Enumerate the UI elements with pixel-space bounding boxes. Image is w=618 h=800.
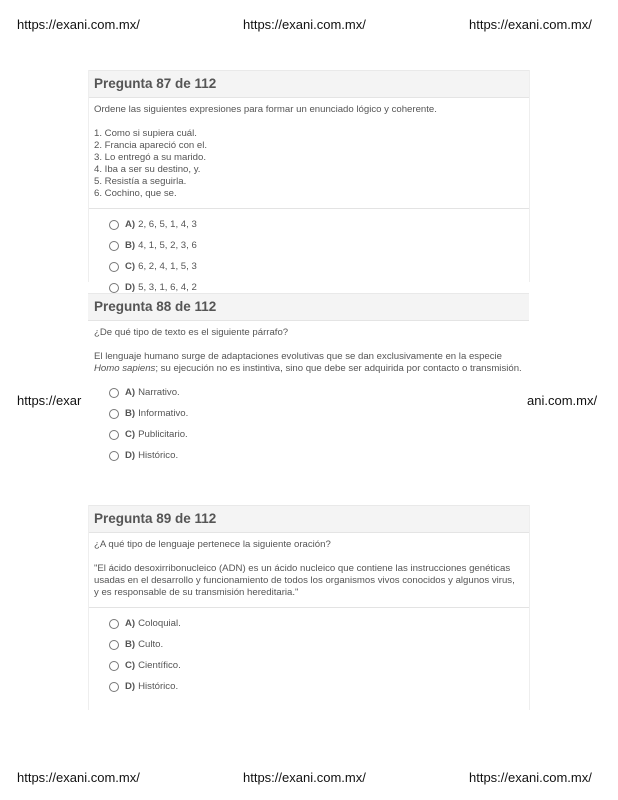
answer-option-a[interactable] (109, 214, 529, 235)
list-item: 5. Resistía a seguirla. (94, 176, 187, 187)
radio-button[interactable] (109, 661, 119, 671)
option-letter: C) (125, 261, 136, 272)
question-card (88, 505, 529, 697)
option-text: 6, 2, 4, 1, 5, 3 (138, 261, 197, 272)
radio-button[interactable] (109, 430, 119, 440)
answer-option-c[interactable] (109, 256, 529, 277)
option-text: Científico. (138, 660, 181, 671)
radio-button[interactable] (109, 409, 119, 419)
radio-button[interactable] (109, 388, 119, 398)
question-card (88, 70, 529, 298)
answer-option-d[interactable] (109, 445, 529, 466)
option-letter: C) (125, 660, 136, 671)
answer-option-b[interactable] (109, 403, 529, 424)
radio-button[interactable] (109, 682, 119, 692)
answer-option-c[interactable] (109, 424, 529, 445)
option-letter: A) (125, 618, 136, 629)
option-letter: D) (125, 282, 136, 293)
radio-button[interactable] (109, 283, 119, 293)
question-passage: "El ácido desoxirribonucleico (ADN) es un ácido nucleico que contiene las instrucciones genéticas usadas en el desarrollo y funcionamiento de todos los organismos vivos conocidos y algunos virus, y es responsable de su transmisión hereditaria." (94, 563, 515, 598)
list-item: 4. Iba a ser su destino, y. (94, 164, 201, 175)
option-letter: D) (125, 681, 136, 692)
watermark-url: https://exani.com.mx/ (243, 17, 366, 32)
panel-edge (529, 70, 530, 282)
option-letter: D) (125, 450, 136, 461)
watermark-url: https://exani.com.mx/ (17, 770, 140, 785)
option-letter: B) (125, 639, 136, 650)
radio-button[interactable] (109, 220, 119, 230)
question-prompt: ¿A qué tipo de lenguaje pertenece la siguiente oración? (94, 539, 331, 550)
option-letter: A) (125, 387, 136, 398)
option-text: 2, 6, 5, 1, 4, 3 (138, 219, 197, 230)
question-card (88, 293, 529, 466)
radio-button[interactable] (109, 262, 119, 272)
option-text: Narrativo. (138, 387, 180, 398)
option-text: 4, 1, 5, 2, 3, 6 (138, 240, 197, 251)
radio-button[interactable] (109, 451, 119, 461)
watermark-url: ani.com.mx/ (527, 393, 598, 408)
answer-options (88, 375, 529, 466)
watermark-url: https://exani.com.mx/ (469, 17, 592, 32)
question-passage: El lenguaje humano surge de adaptaciones evolutivas que se dan exclusivamente en la especie Homo sapiens; su ejecución no es instintiva, sino que debe ser adquirida por contacto o transmisión. (94, 351, 522, 374)
answer-option-c[interactable] (109, 655, 529, 676)
answer-options (88, 608, 529, 697)
option-text: Publicitario. (138, 429, 188, 440)
option-text: Informativo. (138, 408, 189, 419)
watermark-url: https://exani.com.mx/ (243, 770, 366, 785)
list-item: 1. Como si supiera cuál. (94, 128, 197, 139)
option-letter: B) (125, 408, 136, 419)
answer-option-a[interactable] (109, 382, 529, 403)
radio-button[interactable] (109, 619, 119, 629)
watermark-url: https://exar (17, 393, 82, 408)
option-text: Histórico. (138, 450, 179, 461)
watermark-url: https://exani.com.mx/ (469, 770, 592, 785)
list-item: 2. Francia apareció con el. (94, 140, 208, 151)
option-text: Culto. (138, 639, 164, 650)
watermark-url: https://exani.com.mx/ (17, 17, 140, 32)
panel-edge (88, 505, 89, 710)
panel-edge (529, 505, 530, 710)
question-title: Pregunta 88 de 112 (88, 293, 529, 321)
answer-option-a[interactable] (109, 613, 529, 634)
answer-option-b[interactable] (109, 634, 529, 655)
option-text: Coloquial. (138, 618, 181, 629)
answer-option-b[interactable] (109, 235, 529, 256)
option-letter: C) (125, 429, 136, 440)
option-letter: B) (125, 240, 136, 251)
option-text: Histórico. (138, 681, 179, 692)
radio-button[interactable] (109, 640, 119, 650)
list-item: 6. Cochino, que se. (94, 188, 177, 199)
option-letter: A) (125, 219, 136, 230)
radio-button[interactable] (109, 241, 119, 251)
list-item: 3. Lo entregó a su marido. (94, 152, 206, 163)
question-title: Pregunta 89 de 112 (88, 505, 529, 533)
answer-options (88, 209, 529, 298)
question-prompt: ¿De qué tipo de texto es el siguiente párrafo? (94, 327, 289, 338)
option-text: 5, 3, 1, 6, 4, 2 (138, 282, 197, 293)
question-title: Pregunta 87 de 112 (88, 70, 529, 98)
question-prompt: Ordene las siguientes expresiones para formar un enunciado lógico y coherente. (94, 104, 437, 115)
panel-edge (88, 70, 89, 282)
answer-option-d[interactable] (109, 676, 529, 697)
